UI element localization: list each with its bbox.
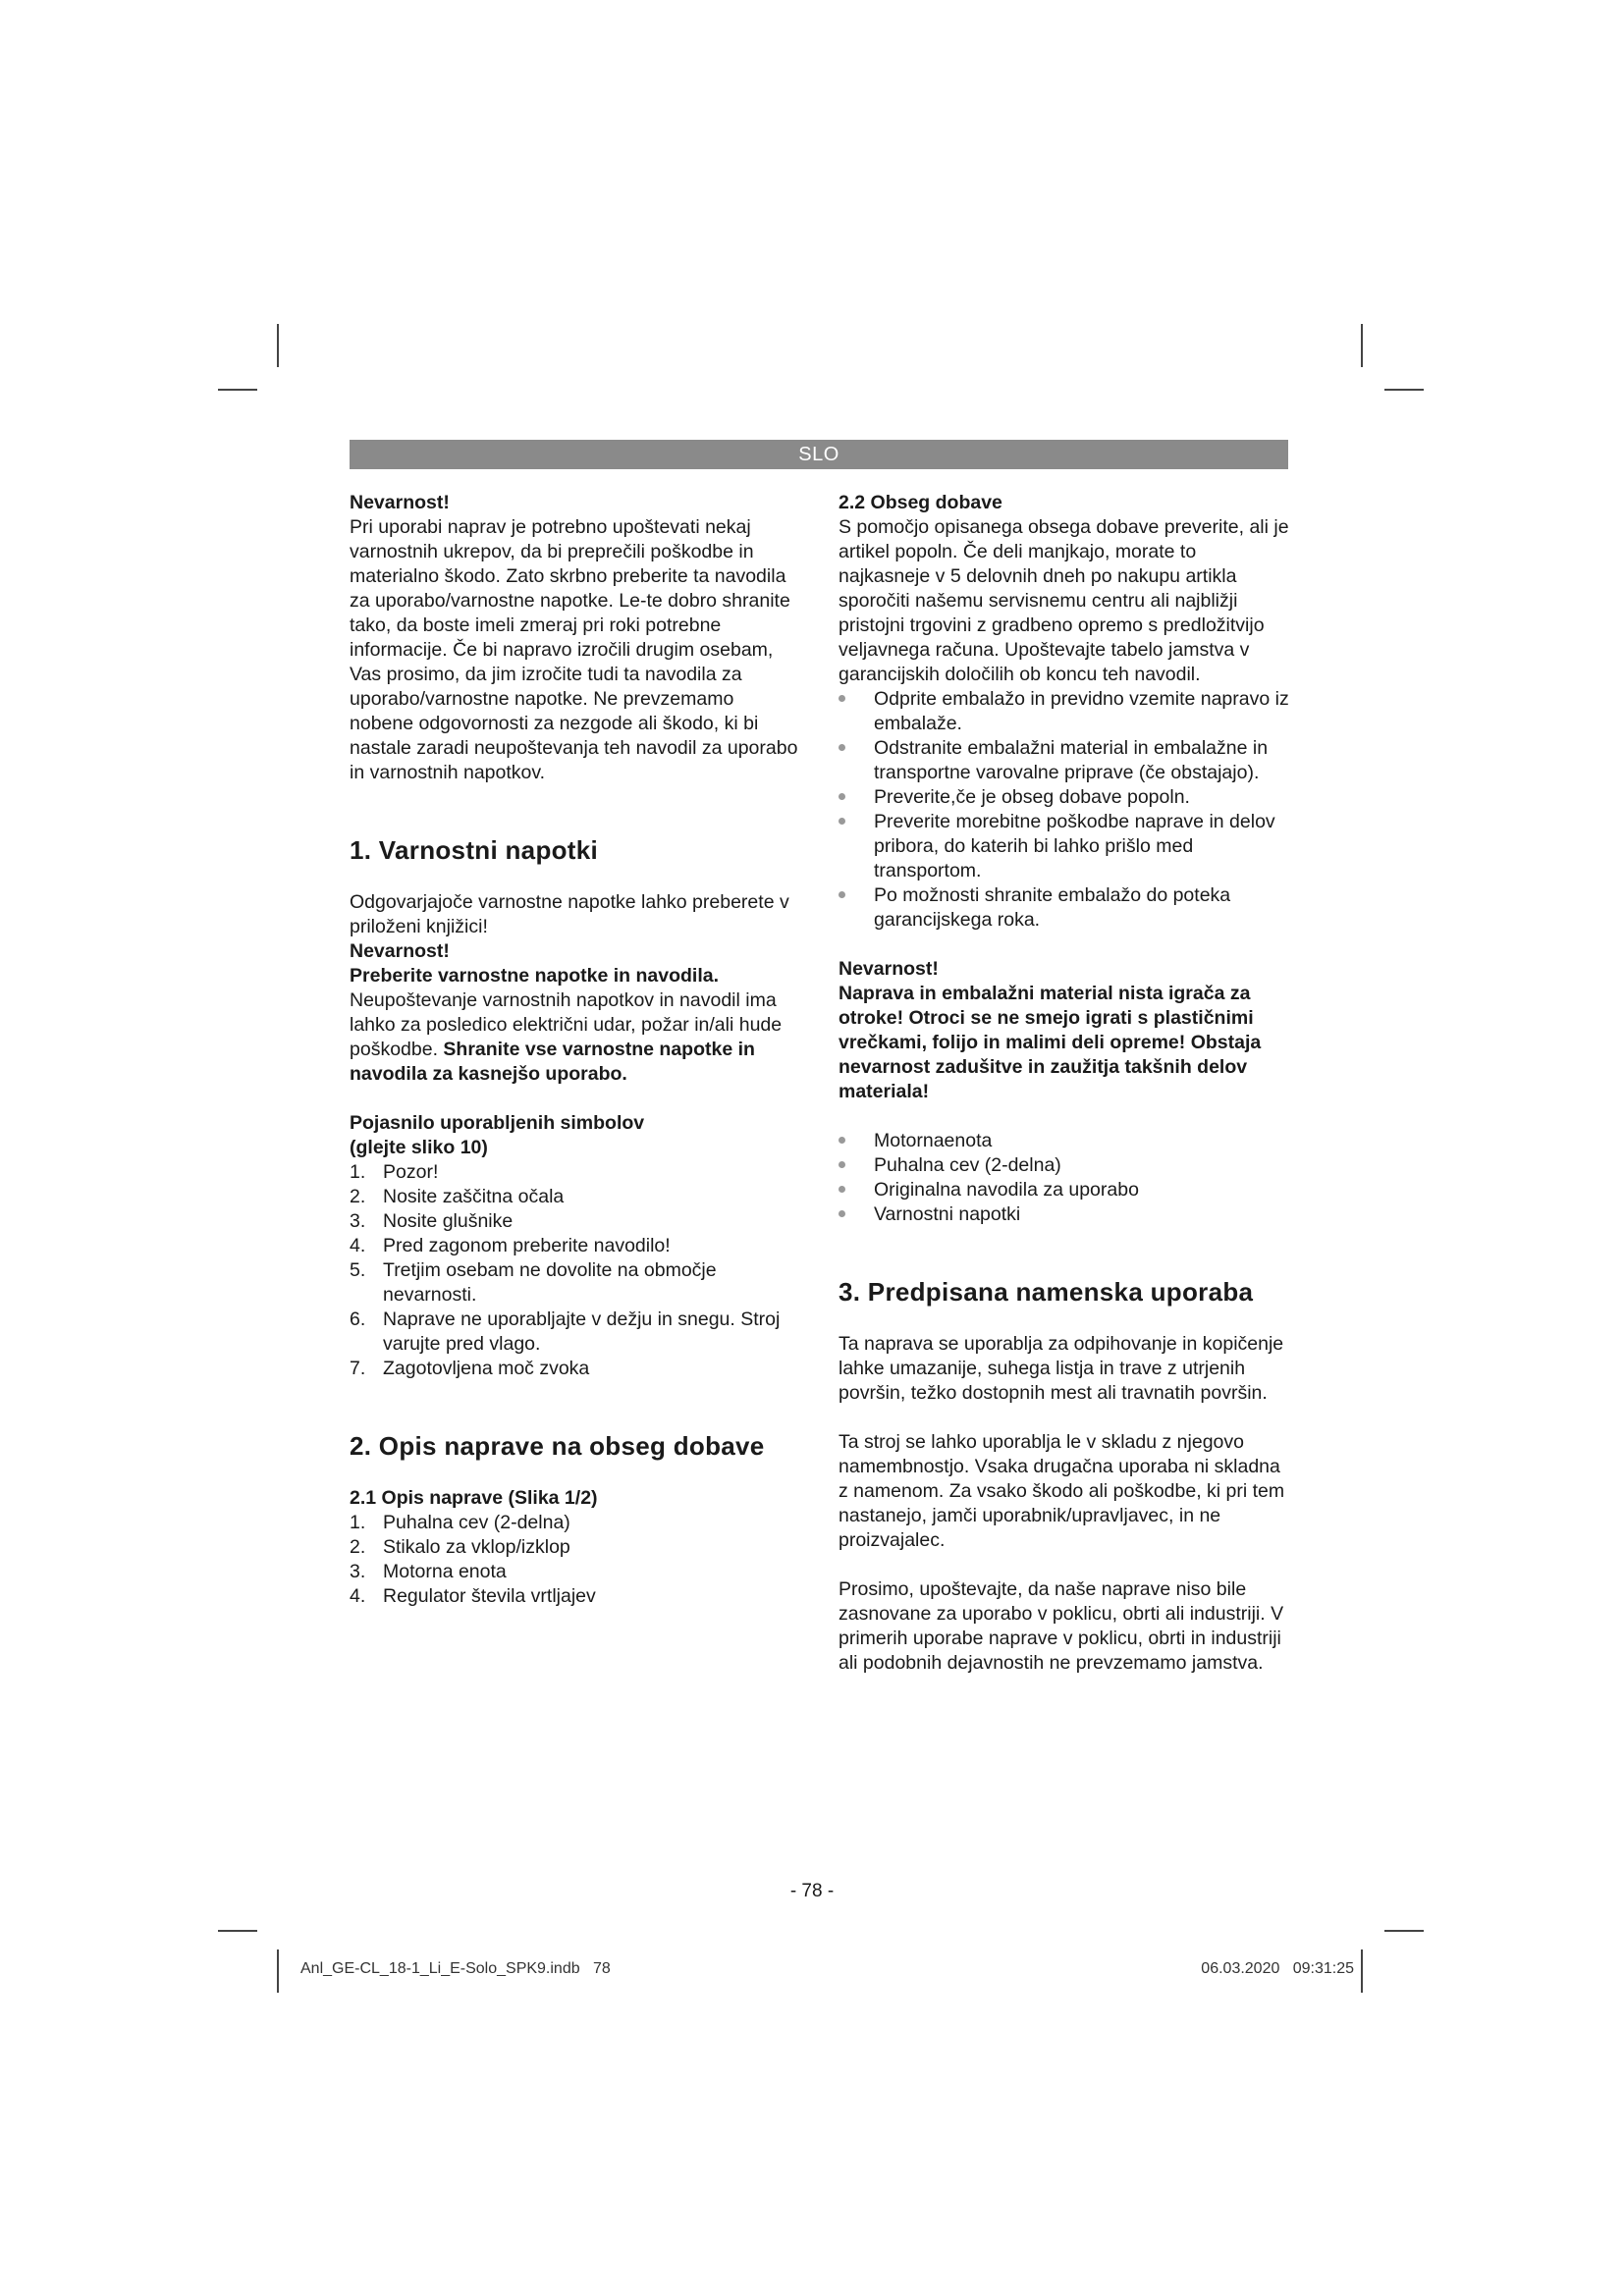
list-item: 7. Zagotovljena moč zvoka <box>350 1358 590 1379</box>
list-item: 2. Nosite zaščitna očala <box>350 1186 565 1207</box>
list-item: 4. Regulator števila vrtljajev <box>350 1585 596 1607</box>
bullet-icon <box>839 818 845 825</box>
bullet-icon <box>839 793 845 800</box>
section3-paragraph-3: Prosimo, upoštevajte, da naše naprave niso bile zasnovane za uporabo v poklicu, obrti ali industriji. V primerih uporabe naprave v poklicu, obrti in industriji ali podobnih dejavnostih ne prevzemamo jamstva. <box>839 1578 1284 1674</box>
list-item: Preverite,če je obseg dobave popoln. <box>839 785 1290 810</box>
list-item: 6. Naprave ne uporabljajte v dežju in snegu. Stroj varujte pred vlago. <box>350 1308 781 1355</box>
bullet-icon <box>839 1137 845 1144</box>
bullet-icon <box>839 1210 845 1217</box>
list-item: Odprite embalažo in previdno vzemite napravo iz embalaže. <box>839 687 1290 736</box>
list-item: Varnostni napotki <box>839 1202 1290 1227</box>
list-item: 3. Nosite glušnike <box>350 1210 514 1232</box>
list-item: 4. Pred zagonom preberite navodilo! <box>350 1235 671 1256</box>
bullet-icon <box>839 1161 845 1168</box>
list-item: 1. Pozor! <box>350 1161 439 1183</box>
crop-mark-bottom-right-vertical <box>1361 1949 1363 1993</box>
crop-mark-top-left-horizontal <box>218 389 257 391</box>
list-item: Motornaenota <box>839 1129 1290 1153</box>
delivery-steps-list <box>839 687 1290 933</box>
list-item: 2. Stikalo za vklop/izklop <box>350 1536 570 1558</box>
list-item: Preverite morebitne poškodbe naprave in delov pribora, do katerih bi lahko prišlo med transportom. <box>839 810 1290 883</box>
section1-text <box>350 988 801 1087</box>
crop-mark-top-left-vertical <box>277 324 279 367</box>
left-column <box>350 491 801 1609</box>
section3-title: 3. Predpisana namenska uporaba <box>839 1277 1254 1307</box>
bullet-icon <box>839 1186 845 1193</box>
list-item: 5. Tretjim osebam ne dovolite na območje nevarnosti. <box>350 1259 717 1306</box>
warning-heading: Nevarnost! <box>350 492 450 513</box>
list-item: Puhalna cev (2-delna) <box>839 1153 1290 1178</box>
section1-title: 1. Varnostni napotki <box>350 835 599 865</box>
list-item: Originalna navodila za uporabo <box>839 1178 1290 1202</box>
section1-text-bold: Shranite vse varnostne napotke in navodila za kasnejšo uporabo. <box>350 1039 755 1085</box>
symbols-title: Pojasnilo uporabljenih simbolov <box>350 1112 645 1134</box>
section21-title: 2.1 Opis naprave (Slika 1/2) <box>350 1487 598 1509</box>
section1-bold: Preberite varnostne napotke in navodila. <box>350 965 720 987</box>
footer-timestamp: 06.03.2020 09:31:25 <box>1201 1960 1354 1977</box>
warning-heading-right: Nevarnost! <box>839 958 939 980</box>
footer-file-name: Anl_GE-CL_18-1_Li_E-Solo_SPK9.indb 78 <box>300 1960 611 1977</box>
bullet-icon <box>839 891 845 898</box>
right-column <box>839 491 1290 1676</box>
section22-title: 2.2 Obseg dobave <box>839 492 1002 513</box>
crop-mark-bottom-left-horizontal <box>218 1930 257 1932</box>
crop-mark-top-right-horizontal <box>1384 389 1424 391</box>
parts-list <box>350 1511 801 1609</box>
bullet-icon <box>839 695 845 702</box>
section1-warning: Nevarnost! <box>350 940 450 962</box>
warning-text-right: Naprava in embalažni material nista igrača za otroke! Otroci se ne smejo igrati s plastičnimi vrečkami, folijo in malimi deli opreme! Obstaja nevarnost zadušitve in zaužitja takšnih delov materiala! <box>839 983 1262 1102</box>
list-item: Po možnosti shranite embalažo do poteka garancijskega roka. <box>839 883 1290 933</box>
list-item: Odstranite embalažni material in embalažne in transportne varovalne priprave (če obstajajo). <box>839 736 1290 785</box>
crop-mark-bottom-right-horizontal <box>1384 1930 1424 1932</box>
crop-mark-bottom-left-vertical <box>277 1949 279 1993</box>
crop-mark-top-right-vertical <box>1361 324 1363 367</box>
section1-intro: Odgovarjajoče varnostne napotke lahko preberete v priloženi knjižici! <box>350 891 789 937</box>
list-item: 3. Motorna enota <box>350 1561 507 1582</box>
language-header-bar: SLO <box>350 440 1288 469</box>
section3-paragraph-2: Ta stroj se lahko uporablja le v skladu z njegovo namembnostjo. Vsaka drugačna uporaba ni skladna z namenom. Za vsako škodo ali poškodbe, ki pri tem nastanejo, jamči uporabnik/upravljavec, in ne proizvajalec. <box>839 1431 1285 1551</box>
list-item: 1. Puhalna cev (2-delna) <box>350 1512 570 1533</box>
page-number: - 78 - <box>789 1881 835 1901</box>
contents-list <box>839 1129 1290 1227</box>
section2-title: 2. Opis naprave na obseg dobave <box>350 1431 765 1461</box>
warning-text: Pri uporabi naprav je potrebno upoštevati nekaj varnostnih ukrepov, da bi preprečili poškodbe in materialno škodo. Zato skrbno preberite ta navodila za uporabo/varnostne napotke. Le-te dobro shranite tako, da boste imeli zmeraj pri roki potrebne informacije. Če bi napravo izročili drugim osebam, Vas prosimo, da jim izročite tudi ta navodila za uporabo/varnostne napotke. Ne prevzemamo nobene odgovornosti za nezgode ali škodo, ki bi nastale zaradi neupoštevanja teh navodil za uporabo in varnostnih napotkov. <box>350 516 798 783</box>
section1-text-plain: Neupoštevanje varnostnih napotkov in navodil ima lahko za posledico električni udar, požar in/ali hude poškodbe. <box>350 989 783 1060</box>
section3-paragraph-1: Ta naprava se uporablja za odpihovanje in kopičenje lahke umazanije, suhega listja in trave z utrjenih površin, težko dostopnih mest ali travnatih površin. <box>839 1333 1284 1404</box>
bullet-icon <box>839 744 845 751</box>
symbols-list <box>350 1160 801 1381</box>
section22-text: S pomočjo opisanega obsega dobave preverite, ali je artikel popoln. Če deli manjkajo, morate to najkasneje v 5 delovnih dneh po nakupu artikla sporočiti našemu servisnemu centru ali najbližji pristojni trgovini z gradbeno opremo s predložitvijo veljavnega računa. Upoštevajte tabelo jamstva v garancijskih določilih ob koncu teh navodil. <box>839 516 1289 685</box>
symbols-title-sub: (glejte sliko 10) <box>350 1137 488 1158</box>
